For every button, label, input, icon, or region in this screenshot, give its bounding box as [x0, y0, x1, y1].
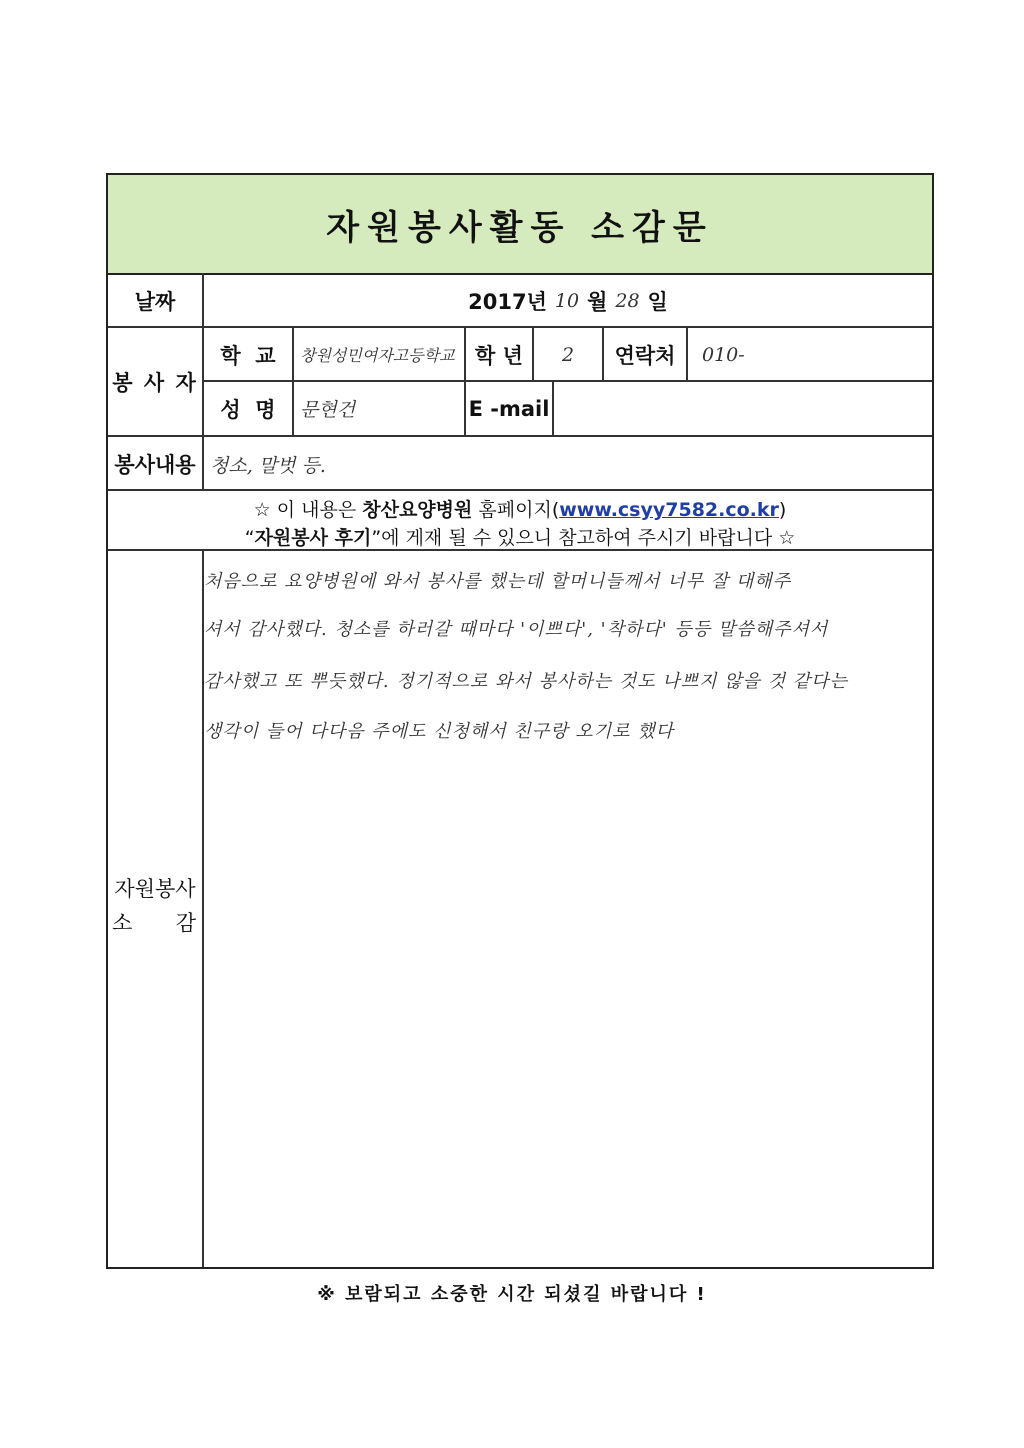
divider [202, 551, 204, 1267]
name-label: 성 명 [220, 397, 276, 422]
grade-field[interactable]: 2 [561, 343, 575, 366]
divider [686, 327, 688, 381]
divider [108, 435, 932, 437]
notice-rest: ”에 게재 될 수 있으니 참고하여 주시기 바랍니다 ☆ [371, 527, 796, 549]
form-title: 자원봉사활동 소감문 [326, 207, 714, 248]
divider [552, 381, 554, 437]
notice-review-term: 자원봉사 후기 [254, 527, 372, 549]
divider [108, 326, 932, 328]
divider [202, 273, 204, 491]
volunteer-label: 봉 사 자 [112, 371, 198, 395]
grade-label: 학 년 [475, 343, 523, 368]
footer-message: ※ 보람되고 소중한 시간 되셨길 바랍니다 ! [317, 1284, 707, 1305]
name-field[interactable]: 문현건 [300, 399, 356, 421]
date-day-value: 28 [615, 290, 640, 312]
impressions-line: 셔서 감사했다. 청소를 하러갈 때마다 '이쁘다', '착하다' 등등 말씀해주셔서 [204, 619, 829, 640]
contact-label: 연락처 [614, 343, 676, 368]
divider [602, 327, 604, 381]
email-field[interactable] [554, 382, 932, 435]
school-field[interactable]: 창원성민여자고등학교 [300, 346, 455, 365]
date-field[interactable] [204, 275, 932, 327]
divider [108, 549, 932, 551]
impressions-field[interactable] [204, 553, 932, 1267]
notice-mid: 홈페이지( [472, 499, 560, 521]
impressions-line: 감사했고 또 뿌듯했다. 정기적으로 와서 봉사하는 것도 나쁘지 않을 것 같다는 [204, 671, 848, 692]
notice-suffix: ) [778, 499, 787, 521]
impressions-label [108, 865, 202, 945]
impressions-label-line1: 자원봉사 [114, 877, 196, 901]
service-content-label: 봉사내용 [114, 453, 196, 477]
divider [464, 327, 466, 437]
notice-line-2 [108, 523, 932, 550]
impressions-line: 생각이 들어 다다음 주에도 신청해서 친구랑 오기로 했다 [204, 721, 674, 742]
school-label: 학 교 [220, 343, 276, 368]
divider [204, 380, 932, 382]
divider [532, 327, 534, 381]
notice-prefix: ☆ 이 내용은 [253, 499, 363, 521]
volunteer-report-form [106, 173, 934, 1269]
impressions-label-line2 [108, 903, 202, 937]
hospital-name: 창산요양병원 [362, 499, 473, 521]
contact-field[interactable]: 010- [702, 343, 745, 366]
notice-line-1 [108, 495, 932, 522]
date-month-unit: 월 [587, 290, 608, 314]
date-label: 날짜 [134, 290, 176, 314]
date-month-value: 10 [554, 290, 580, 312]
email-label: E -mail [468, 396, 550, 421]
date-day-unit: 일 [647, 290, 668, 314]
title-banner [108, 175, 932, 275]
service-content-field[interactable]: 청소, 말벗 등. [210, 454, 326, 477]
divider [292, 327, 294, 437]
impressions-label-so: 소 [112, 911, 133, 935]
date-year: 2017년 [468, 290, 547, 314]
homepage-link[interactable]: www.csyy7582.co.kr [559, 499, 779, 521]
impressions-label-gam: 감 [175, 911, 196, 935]
notice-quote-open: “ [244, 527, 255, 549]
impressions-line: 처음으로 요양병원에 와서 봉사를 했는데 할머니들께서 너무 잘 대해주 [204, 571, 792, 592]
divider [108, 489, 932, 491]
